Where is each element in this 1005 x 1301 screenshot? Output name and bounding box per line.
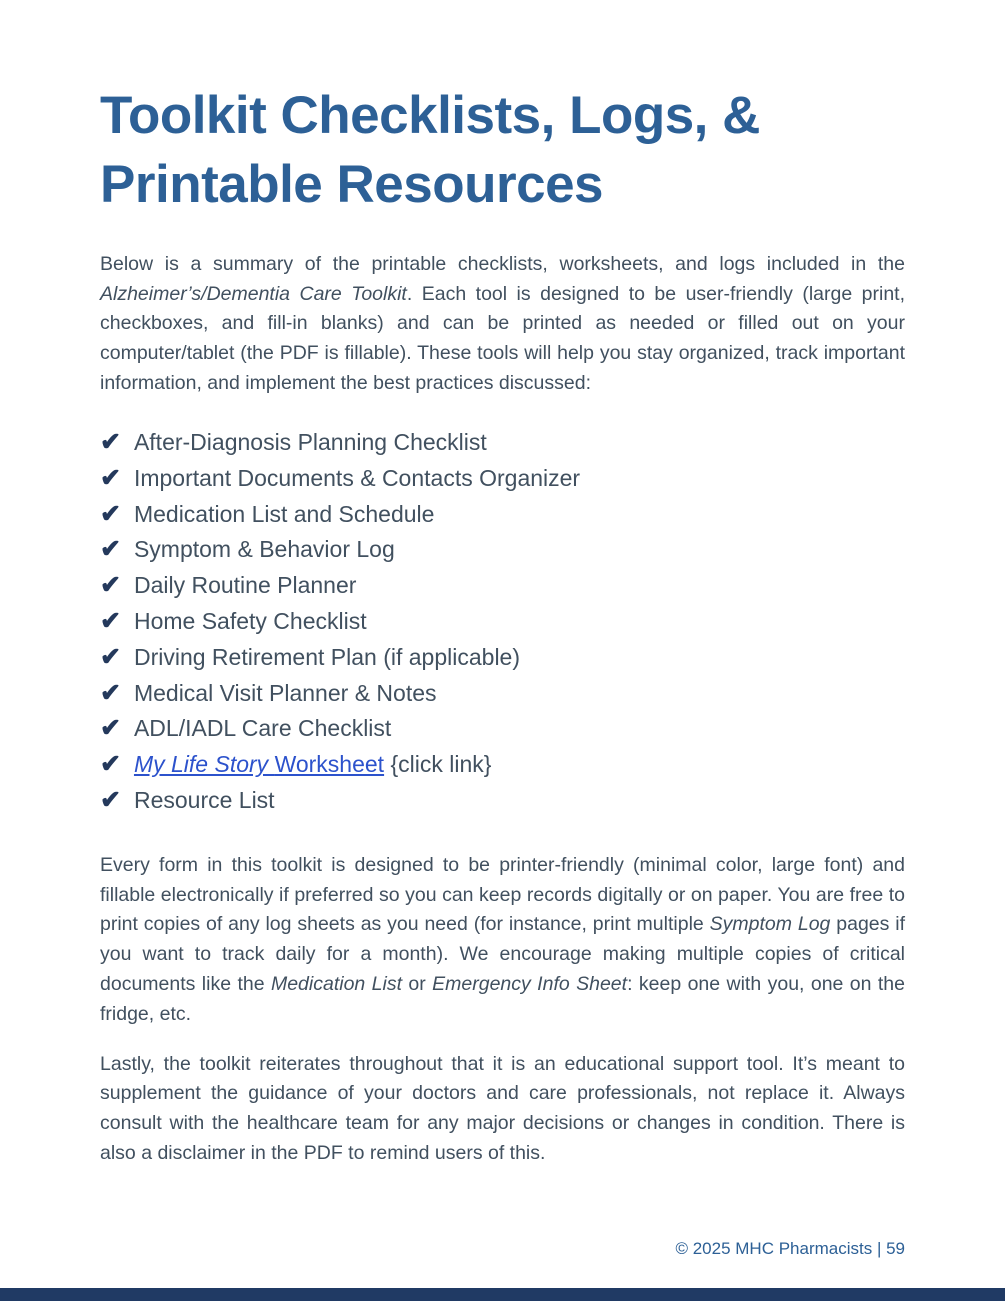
text-segment: My Life Story xyxy=(133,751,275,778)
text-segment: Medical Visit Planner & Notes xyxy=(133,679,437,706)
checklist-item xyxy=(100,640,905,676)
text-segment: Symptom Log xyxy=(709,913,831,936)
checklist-item xyxy=(100,497,905,533)
text-segment: or xyxy=(402,973,433,995)
text-segment: Lastly, the toolkit reiterates throughout that it is an educational support tool. It’s meant to supplement the guidance of your doctors and care professionals, not replace it. Always consult with the healthcare team for any major decisions or changes in condition. There is also a disclaimer in the PDF to remind users of this. xyxy=(100,1052,905,1165)
check-icon: ✔ xyxy=(100,535,121,564)
text-segment: {click link} xyxy=(384,751,492,778)
check-icon: ✔ xyxy=(100,571,121,600)
checklist-item-label xyxy=(134,425,905,461)
page-footer xyxy=(675,1239,905,1259)
text-segment: Important Documents & Contacts Organizer xyxy=(133,464,581,491)
checklist-item-label xyxy=(134,461,905,497)
text-segment: Every form in this toolkit is designed to be printer-friendly (minimal color, large font) and fillable electronically if preferred so you can keep records digitally or on paper. You are free to print copies of any log sheets as you need (for instance, print multiple xyxy=(100,853,905,936)
checklist-item-label xyxy=(134,532,905,568)
check-icon: ✔ xyxy=(100,785,121,814)
checklist-item xyxy=(100,461,905,497)
check-icon: ✔ xyxy=(100,678,121,707)
checklist-item xyxy=(100,604,905,640)
checklist-item-label xyxy=(134,783,905,819)
checklist-item xyxy=(100,711,905,747)
text-segment: Below is a summary of the printable checklists, worksheets, and logs included in the xyxy=(100,252,905,275)
text-segment: . Each tool is designed to be user-friendly (large print, checkboxes, and fill-in blanks) and can be printed as needed or filled out on your computer/tablet (the PDF is fillable). These tools will help you stay organized, track important information, and implement the best practices discussed: xyxy=(100,282,906,395)
checklist-item-label xyxy=(134,568,905,604)
text-segment: Daily Routine Planner xyxy=(133,572,357,599)
checklist-item xyxy=(100,783,905,819)
text-segment: ADL/IADL Care Checklist xyxy=(133,715,392,742)
checklist-item xyxy=(100,747,905,783)
checklist-item-label xyxy=(134,676,905,712)
text-segment: Worksheet xyxy=(274,751,385,778)
checklist-item-label xyxy=(134,747,905,783)
printing-paragraph xyxy=(100,851,905,1030)
my-life-story-link[interactable] xyxy=(134,751,384,777)
text-segment: After-Diagnosis Planning Checklist xyxy=(133,428,487,455)
text-segment: : keep one with you, one on the fridge, etc. xyxy=(100,973,905,1025)
text-segment: pages if you want to track daily for a month). We encourage making multiple copies of critical documents like the xyxy=(100,913,906,995)
toolkit-checklist xyxy=(100,425,905,819)
text-segment: Medication List xyxy=(270,973,403,995)
checklist-item xyxy=(100,425,905,461)
disclaimer-paragraph xyxy=(100,1050,905,1169)
text-segment: Driving Retirement Plan (if applicable) xyxy=(133,643,521,670)
check-icon: ✔ xyxy=(100,463,121,492)
intro-paragraph xyxy=(100,250,905,399)
checklist-item-label xyxy=(134,711,905,747)
page-title: Toolkit Checklists, Logs, & Printable Resources xyxy=(100,86,760,214)
text-segment: Medication List and Schedule xyxy=(133,500,435,527)
check-icon: ✔ xyxy=(100,714,121,743)
checklist-item xyxy=(100,676,905,712)
text-segment: Symptom & Behavior Log xyxy=(133,536,395,563)
checklist-item-label xyxy=(134,604,905,640)
text-segment: Alzheimer’s/Dementia Care Toolkit xyxy=(100,282,407,305)
checklist-item-label xyxy=(134,497,905,533)
checklist-item xyxy=(100,532,905,568)
text-segment: Emergency Info Sheet xyxy=(432,973,628,995)
text-segment: Resource List xyxy=(133,786,275,813)
check-icon: ✔ xyxy=(100,427,121,456)
check-icon: ✔ xyxy=(100,642,121,671)
check-icon: ✔ xyxy=(100,750,121,779)
footer-text: © 2025 MHC Pharmacists | 59 xyxy=(675,1239,905,1258)
checklist-item xyxy=(100,568,905,604)
checklist-item-label xyxy=(134,640,905,676)
bottom-bar xyxy=(0,1288,1005,1301)
check-icon: ✔ xyxy=(100,606,121,635)
check-icon: ✔ xyxy=(100,499,121,528)
text-segment: Home Safety Checklist xyxy=(133,607,367,634)
